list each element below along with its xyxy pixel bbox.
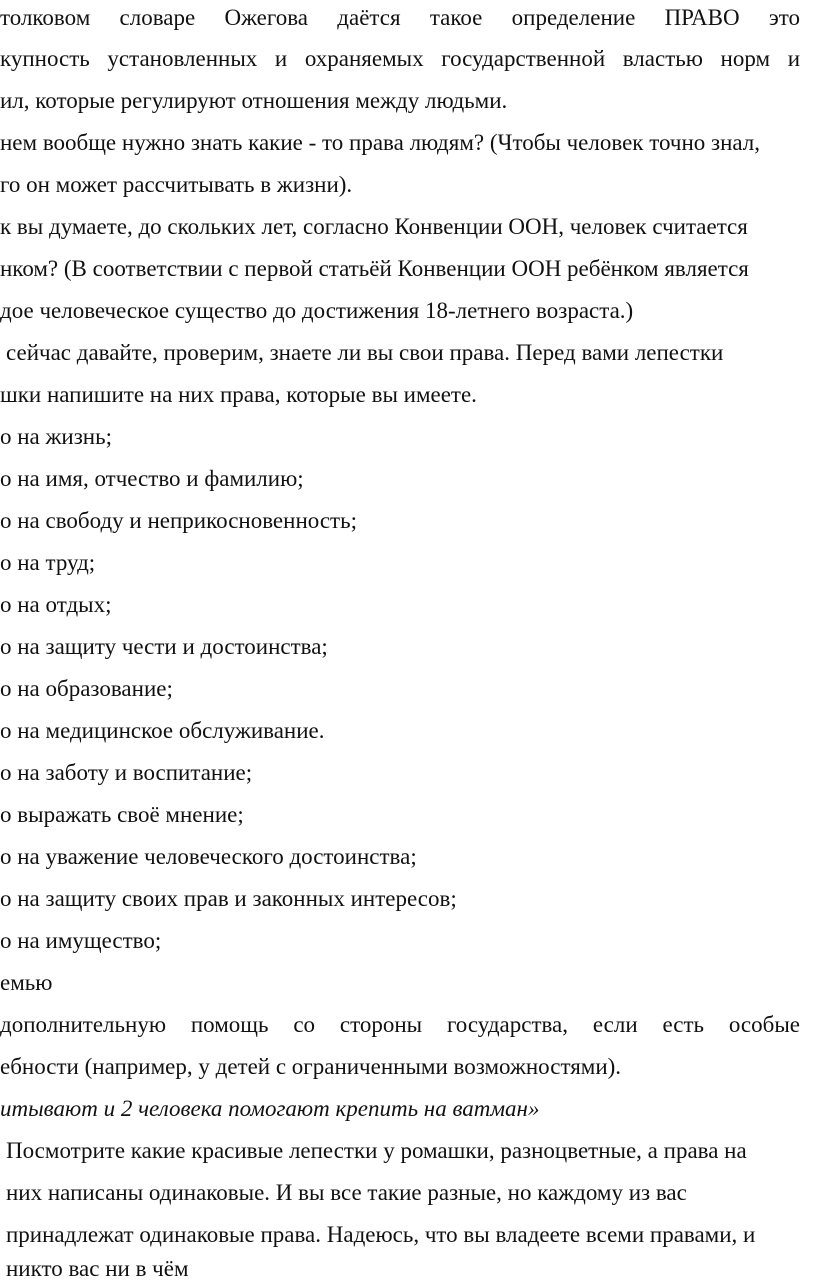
rights-list-item: о на защиту чести и достоинства; bbox=[0, 634, 328, 659]
rights-list-item: о на защиту своих прав и законных интересов; bbox=[0, 886, 457, 911]
paragraph-line-26: ебности (например, у детей с ограниченными возможностями). bbox=[0, 1054, 622, 1079]
rights-list-item: о на уважение человеческого достоинства; bbox=[0, 844, 417, 869]
paragraph-line-6: к вы думаете, до скольких лет, согласно Конвенции ООН, человек считается bbox=[0, 214, 748, 239]
rights-list-item: о выражать своё мнение; bbox=[0, 802, 244, 827]
rights-list-item: о на отдых; bbox=[0, 592, 112, 617]
paragraph-line-31: никто вас ни в чём bbox=[6, 1256, 189, 1281]
paragraph-line-8: дое человеческое существо до достижения 18-летнего возраста.) bbox=[0, 298, 634, 323]
paragraph-line-3: ил, которые регулируют отношения между людьми. bbox=[0, 88, 508, 113]
italic-instruction: итывают и 2 человека помогают крепить на ватман» bbox=[0, 1096, 540, 1121]
rights-list-item: о на труд; bbox=[0, 550, 96, 575]
paragraph-line-9: сейчас давайте, проверим, знаете ли вы свои права. Перед вами лепестки bbox=[6, 340, 724, 365]
rights-list-item: о на имущество; bbox=[0, 928, 162, 953]
paragraph-line-7: нком? (В соответствии с первой статьёй Конвенции ООН ребёнком является bbox=[0, 256, 749, 281]
rights-list-item: о на образование; bbox=[0, 676, 173, 701]
paragraph-line-25: дополнительную помощь со стороны государства, если есть особые bbox=[0, 1012, 800, 1037]
paragraph-line-1: толковом словаре Ожегова даётся такое определение ПРАВО это bbox=[0, 5, 800, 30]
paragraph-line-2: купность установленных и охраняемых государственной властью норм и bbox=[0, 46, 800, 71]
rights-list-item: о на медицинское обслуживание. bbox=[0, 718, 325, 743]
paragraph-line-10: шки напишите на них права, которые вы имеете. bbox=[0, 382, 477, 407]
rights-list-item: емью bbox=[0, 970, 53, 995]
paragraph-line-4: нем вообще нужно знать какие - то права людям? (Чтобы человек точно знал, bbox=[0, 130, 761, 155]
rights-list-item: о на имя, отчество и фамилию; bbox=[0, 466, 304, 491]
rights-list-item: о на жизнь; bbox=[0, 424, 112, 449]
paragraph-line-29: них написаны одинаковые. И вы все такие разные, но каждому из вас bbox=[6, 1180, 687, 1205]
rights-list-item: о на свободу и неприкосновенность; bbox=[0, 508, 357, 533]
paragraph-line-5: го он может рассчитывать в жизни). bbox=[0, 172, 353, 197]
paragraph-line-30: принадлежат одинаковые права. Надеюсь, что вы владеете всеми правами, и bbox=[6, 1222, 756, 1247]
rights-list-item: о на заботу и воспитание; bbox=[0, 760, 253, 785]
paragraph-line-28: Посмотрите какие красивые лепестки у ромашки, разноцветные, а права на bbox=[6, 1138, 747, 1163]
